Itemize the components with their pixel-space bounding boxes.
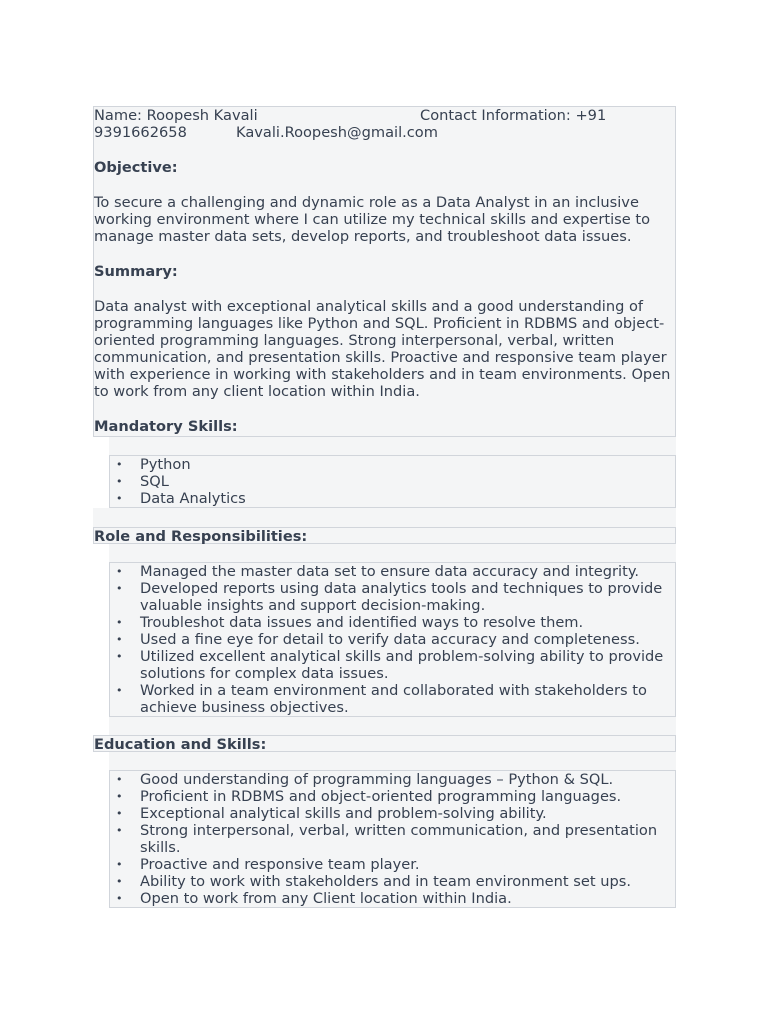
roles-heading-box bbox=[93, 527, 676, 544]
candidate-name: Name: Roopesh Kavali bbox=[94, 107, 258, 124]
roles-heading: Role and Responsibilities: bbox=[94, 528, 308, 545]
spacer bbox=[109, 752, 676, 770]
list-item: • Managed the master data set to ensure data accuracy and integrity. bbox=[140, 563, 675, 580]
list-item: • Exceptional analytical skills and problem-solving ability. bbox=[140, 805, 675, 822]
spacer bbox=[109, 717, 676, 735]
objective-heading: Objective: bbox=[94, 159, 178, 176]
objective-text: To secure a challenging and dynamic role as a Data Analyst in an inclusive working environment where I can utilize my technical skills and expertise to manage master data sets, develop reports, and troubleshoot data issues. bbox=[94, 194, 651, 245]
list-item: • Python bbox=[140, 456, 675, 473]
list-item: • Open to work from any Client location within India. bbox=[140, 890, 675, 907]
list-item: • Ability to work with stakeholders and in team environment set ups. bbox=[140, 873, 675, 890]
spacer bbox=[109, 544, 676, 562]
summary-heading: Summary: bbox=[94, 263, 178, 280]
education-heading-box bbox=[93, 735, 676, 752]
list-item: • Good understanding of programming languages – Python & SQL. bbox=[140, 771, 675, 788]
summary-text: Data analyst with exceptional analytical skills and a good understanding of programming languages like Python and SQL. Proficient in RDBMS and object-oriented programming languages. Strong interpersonal, verbal, written communication, and presentation skills. Proactive and responsive team player with experience in working with stakeholders and in team environments. Open to work from any client location within India. bbox=[94, 298, 671, 400]
spacer bbox=[109, 437, 676, 455]
email-address: Kavali.Roopesh@gmail.com bbox=[236, 124, 438, 141]
list-item: • Developed reports using data analytics tools and techniques to provide valuable insights and support decision-making. bbox=[140, 580, 675, 614]
phone-number: 9391662658 bbox=[94, 124, 187, 141]
intro-section bbox=[93, 106, 676, 437]
mandatory-skills-heading: Mandatory Skills: bbox=[94, 418, 238, 435]
roles-list bbox=[109, 562, 676, 717]
list-item: • Troubleshot data issues and identified ways to resolve them. bbox=[140, 614, 675, 631]
resume-document bbox=[93, 106, 676, 908]
list-item: • Proficient in RDBMS and object-oriented programming languages. bbox=[140, 788, 675, 805]
education-list bbox=[109, 770, 676, 908]
list-item: • Proactive and responsive team player. bbox=[140, 856, 675, 873]
mandatory-skills-list bbox=[109, 455, 676, 508]
list-item: • SQL bbox=[140, 473, 675, 490]
list-item: • Utilized excellent analytical skills and problem-solving ability to provide solutions for complex data issues. bbox=[140, 648, 675, 682]
education-heading: Education and Skills: bbox=[94, 736, 267, 753]
list-item: • Strong interpersonal, verbal, written communication, and presentation skills. bbox=[140, 822, 675, 856]
contact-line bbox=[94, 124, 675, 141]
list-item: • Used a fine eye for detail to verify data accuracy and completeness. bbox=[140, 631, 675, 648]
spacer bbox=[93, 508, 676, 527]
list-item: • Data Analytics bbox=[140, 490, 675, 507]
list-item: • Worked in a team environment and collaborated with stakeholders to achieve business objectives. bbox=[140, 682, 675, 716]
header-line bbox=[94, 107, 675, 124]
contact-label: Contact Information: +91 bbox=[420, 107, 607, 124]
